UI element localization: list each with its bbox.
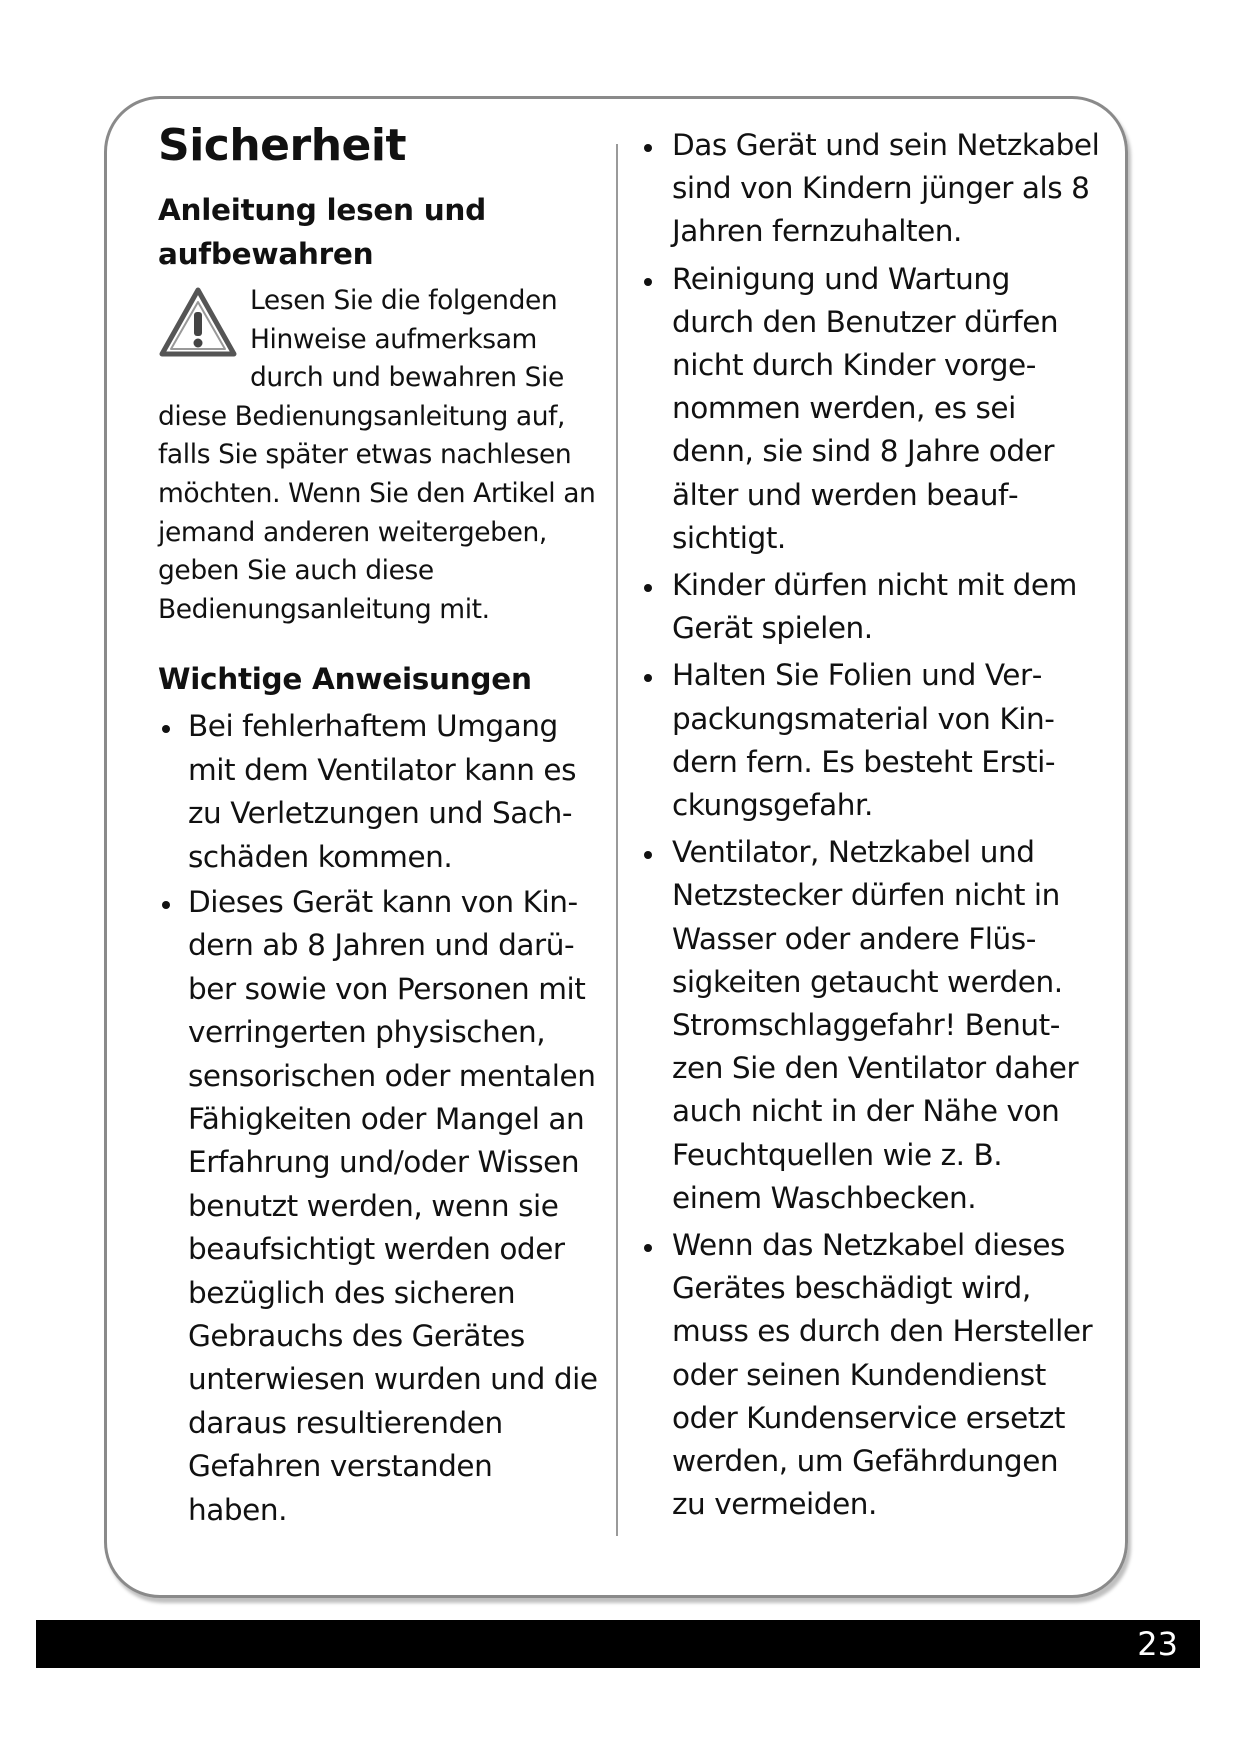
list-item: Wenn das Netzkabel dieses Gerätes beschädigt wird, muss es durch den Hersteller oder seinen Kundendienst oder Kundenservice ersetzt werden, um Gefährdungen zu vermeiden. [640,1224,1100,1526]
intro-paragraph [158,282,598,629]
intro-text: Lesen Sie die folgenden Hinweise aufmerksam durch und bewahren Sie diese Bedienungsanleitung auf, falls Sie später etwas nachlesen möchten. Wenn Sie den Artikel an jemand anderen weitergeben, geben Sie auch diese Bedienungsanleitung mit. [158,285,596,625]
section-heading-read-instructions: Anleitung lesen und aufbewahren [158,193,486,271]
list-item: Dieses Gerät kann von Kindern ab 8 Jahren und darüber sowie von Personen mit verringerten physischen, sensorischen oder mentalen Fähigkeiten oder Mangel an Erfahrung und/oder Wissen benutzt werden, wenn sie beaufsichtigt werden oder bezüglich des sicheren Gebrauchs des Gerätes unterwiesen wurden und die daraus resultierenden Gefahren verstanden haben. [158,881,598,1532]
page-title: Sicherheit [158,120,406,171]
list-item: Bei fehlerhaftem Umgang mit dem Ventilator kann es zu Verletzungen und Sachschäden kommen. [158,705,598,879]
list-item: Ventilator, Netzkabel und Netzstecker dürfen nicht in Wasser oder andere Flüssigkeiten getaucht werden. Stromschlaggefahr! Benutzen Sie den Ventilator daher auch nicht in der Nähe von Feuchtquellen wie z. B. einem Waschbecken. [640,831,1100,1220]
column-divider [616,144,618,1536]
section-heading-important-instructions: Wichtige Anweisungen [158,662,532,697]
list-item: Kinder dürfen nicht mit dem Gerät spielen. [640,564,1100,650]
left-column [158,116,598,1534]
list-item: Reinigung und Wartung durch den Benutzer dürfen nicht durch Kinder vorgenommen werden, es sei denn, sie sind 8 Jahre oder älter und werden beaufsichtigt. [640,258,1100,560]
right-column [640,120,1100,1531]
page-number: 23 [1137,1625,1178,1663]
instructions-list-right [640,124,1100,1527]
list-item: Das Gerät und sein Netzkabel sind von Kindern jünger als 8 Jahren fernzuhalten. [640,124,1100,254]
footer-bar [36,1620,1200,1668]
list-item: Halten Sie Folien und Verpackungsmaterial von Kindern fern. Es besteht Erstickungsgefahr. [640,654,1100,827]
instructions-list-left [158,705,598,1532]
warning-triangle-icon [158,284,238,360]
